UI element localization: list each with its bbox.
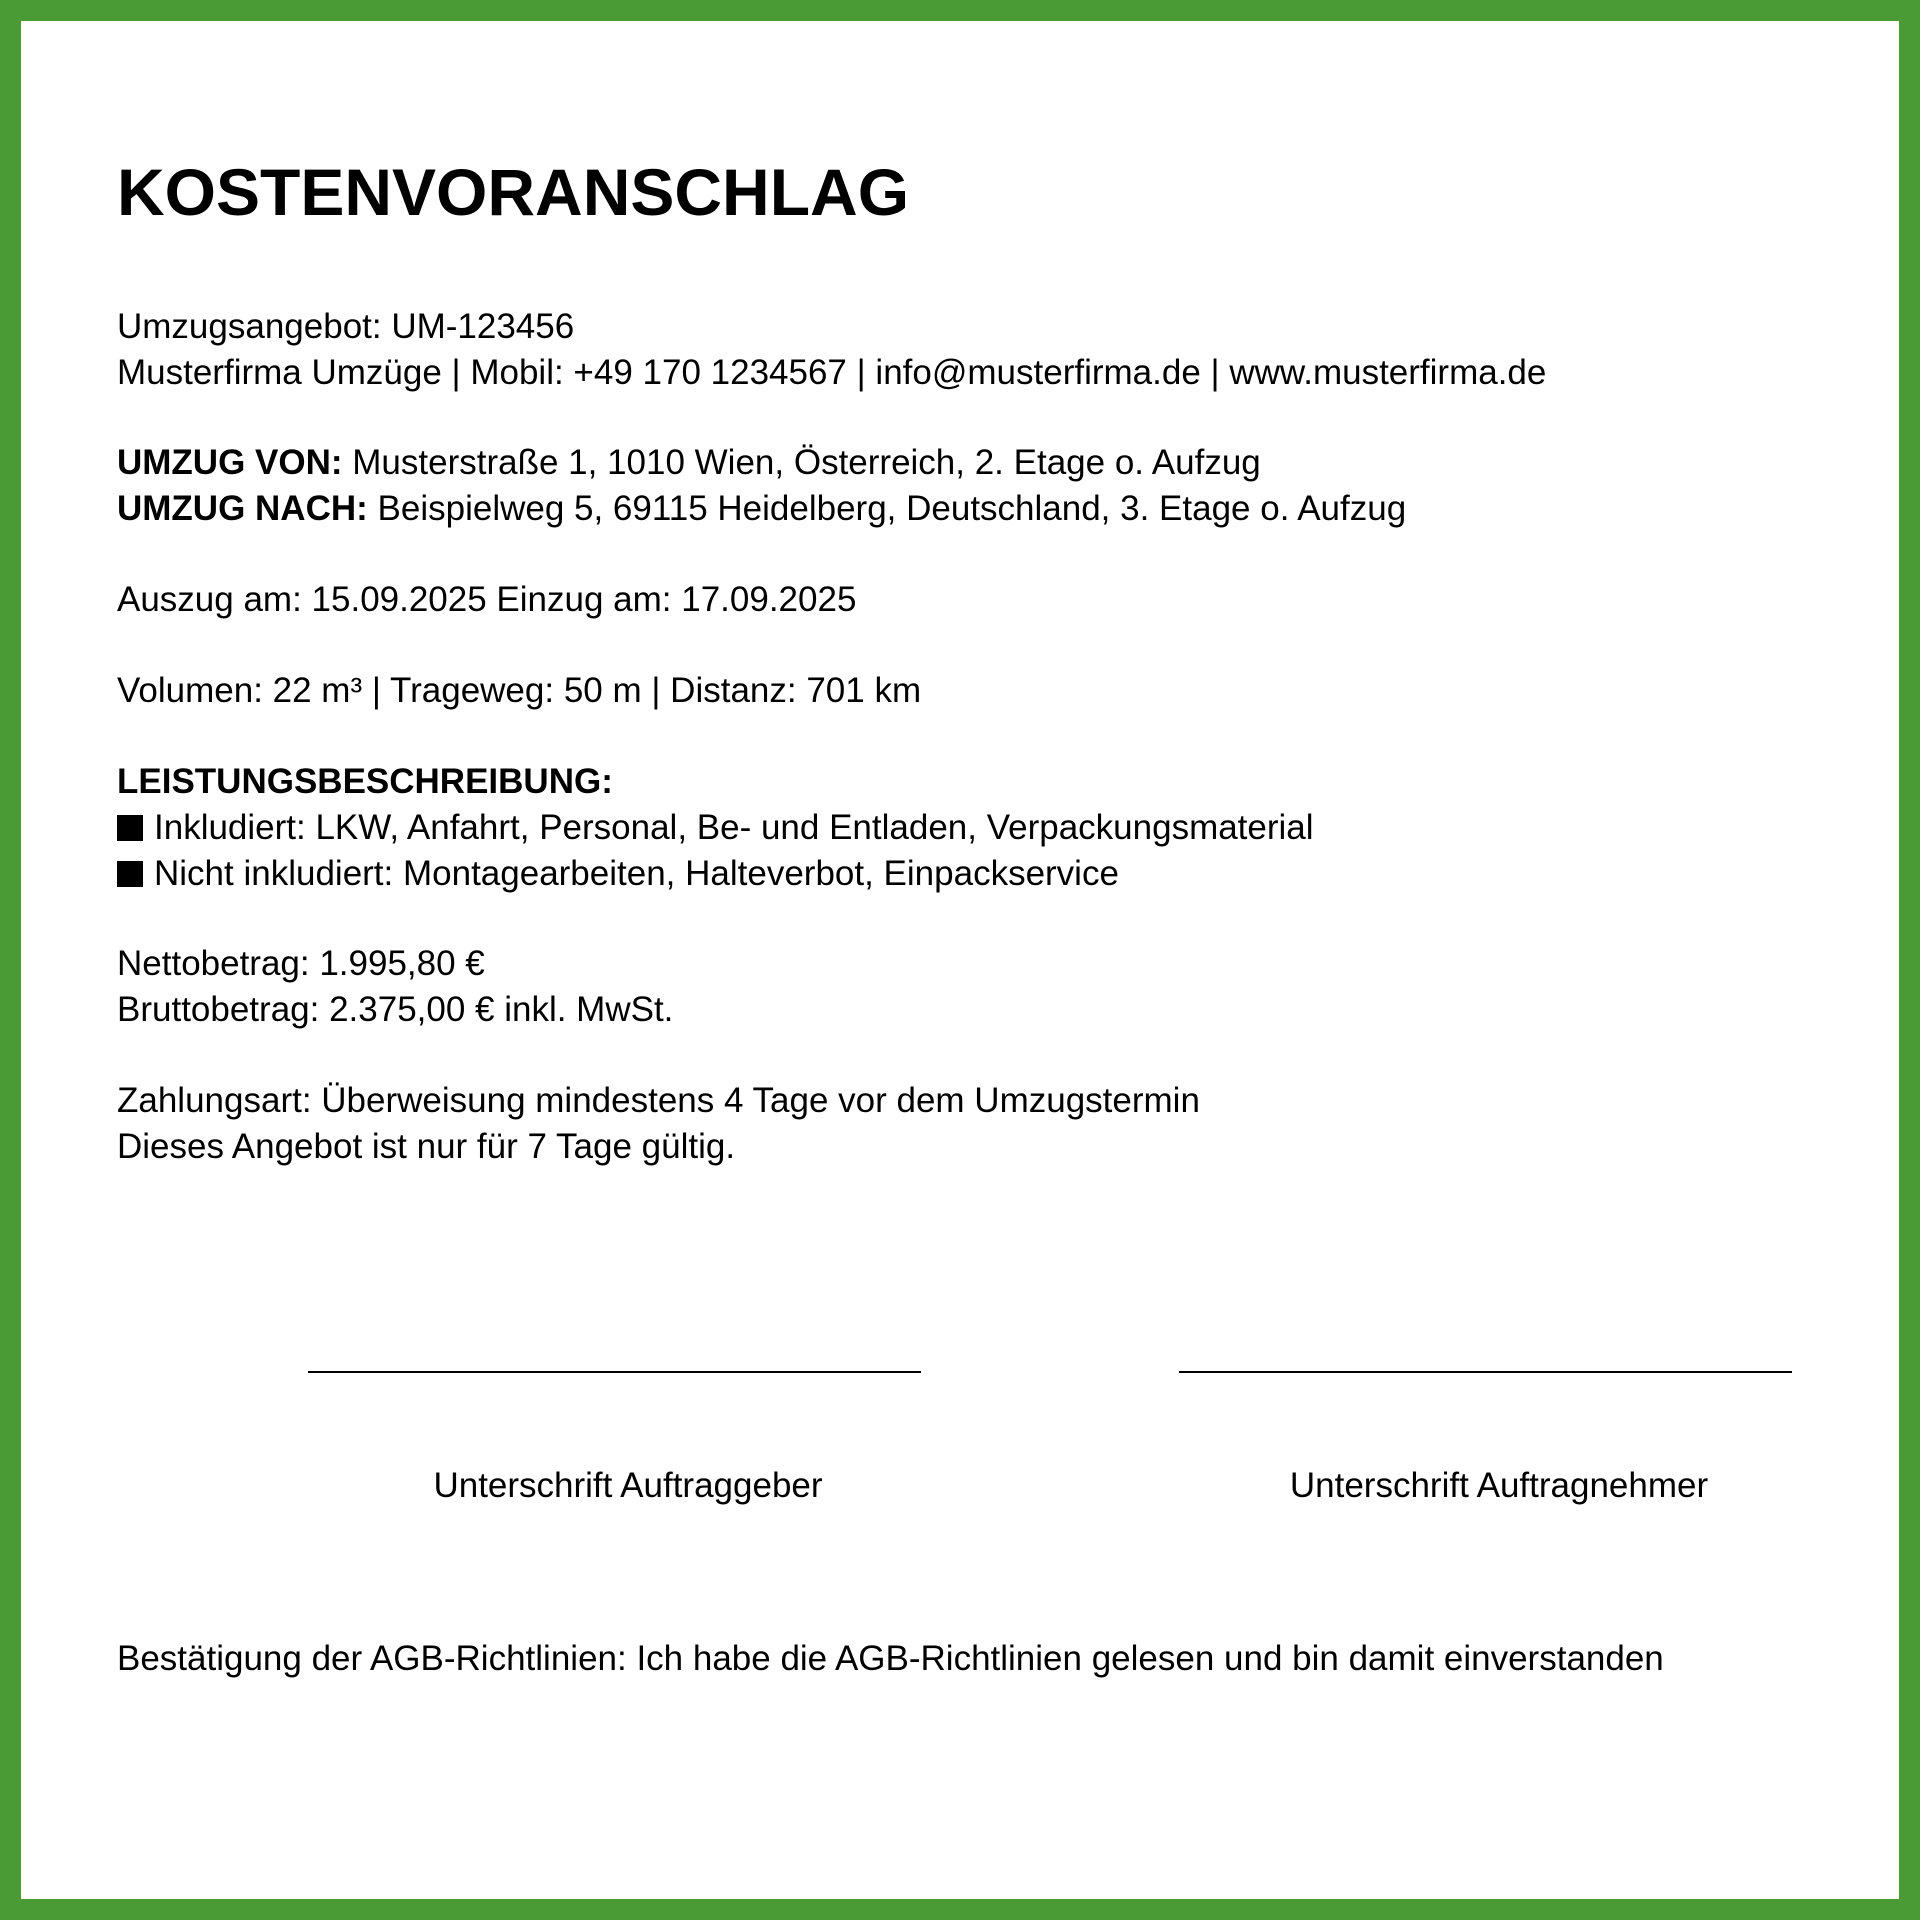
move-to-label: UMZUG NACH: — [117, 489, 368, 528]
offer-number: Umzugsangebot: UM-123456 — [117, 307, 575, 346]
signature-line-contractor[interactable] — [1179, 1371, 1792, 1373]
agb-confirmation: Bestätigung der AGB-Richtlinien: Ich habe die AGB-Richtlinien gelesen und bin damit einverstanden — [117, 1639, 1664, 1678]
move-volume-details: Volumen: 22 m³ | Trageweg: 50 m | Distanz: 701 km — [117, 671, 922, 710]
service-item-text: Nicht inkludiert: Montagearbeiten, Halteverbot, Einpackservice — [154, 854, 1119, 893]
move-from-line — [117, 445, 1261, 480]
move-from-label: UMZUG VON: — [117, 443, 343, 482]
move-to-address: Beispielweg 5, 69115 Heidelberg, Deutschland, 3. Etage o. Aufzug — [367, 489, 1407, 528]
signature-label-client: Unterschrift Auftraggeber — [433, 1466, 823, 1505]
signature-line-client[interactable] — [308, 1371, 921, 1373]
signature-label-contractor: Unterschrift Auftragnehmer — [1289, 1466, 1709, 1505]
move-from-address: Musterstraße 1, 1010 Wien, Österreich, 2. Etage o. Aufzug — [342, 443, 1261, 482]
offer-validity: Dieses Angebot ist nur für 7 Tage gültig. — [117, 1127, 736, 1166]
square-bullet-icon — [117, 815, 143, 841]
payment-method: Zahlungsart: Überweisung mindestens 4 Tage vor dem Umzugstermin — [117, 1081, 1200, 1120]
square-bullet-icon — [117, 861, 143, 887]
move-to-line — [117, 491, 1406, 526]
service-item-included — [117, 810, 1314, 845]
move-dates: Auszug am: 15.09.2025 Einzug am: 17.09.2025 — [117, 580, 857, 619]
services-heading: LEISTUNGSBESCHREIBUNG: — [117, 762, 613, 801]
document-title: KOSTENVORANSCHLAG — [117, 155, 910, 229]
service-item-text: Inkludiert: LKW, Anfahrt, Personal, Be- und Entladen, Verpackungsmaterial — [154, 808, 1314, 847]
company-contact-line: Musterfirma Umzüge | Mobil: +49 170 1234567 | info@musterfirma.de | www.musterfirma.de — [117, 353, 1547, 392]
gross-amount: Bruttobetrag: 2.375,00 € inkl. MwSt. — [117, 990, 674, 1029]
net-amount: Nettobetrag: 1.995,80 € — [117, 944, 485, 983]
service-item-excluded — [117, 856, 1119, 891]
